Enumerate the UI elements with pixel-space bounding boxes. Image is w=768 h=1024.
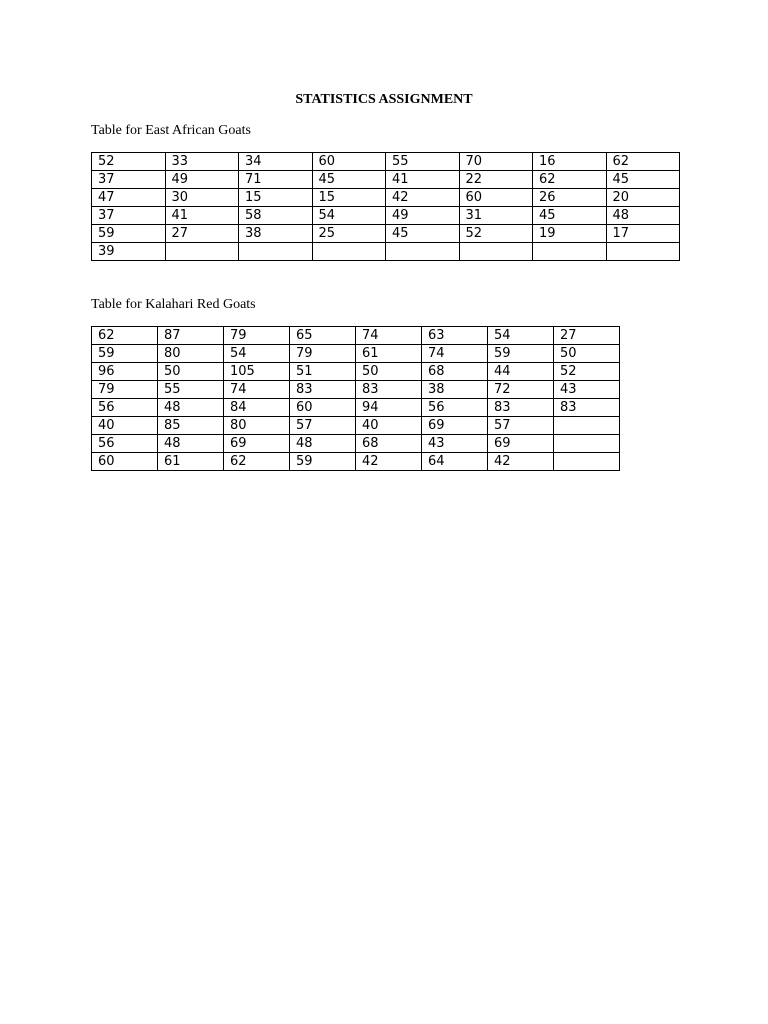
table-cell: 57 — [290, 417, 356, 435]
table-cell: 87 — [158, 327, 224, 345]
table-cell: 54 — [224, 345, 290, 363]
table-cell: 61 — [158, 453, 224, 471]
table-cell: 27 — [165, 225, 239, 243]
table-cell — [386, 243, 460, 261]
table-cell: 56 — [92, 399, 158, 417]
table-cell: 74 — [356, 327, 422, 345]
table-cell: 48 — [158, 399, 224, 417]
table-cell: 49 — [386, 207, 460, 225]
table-row — [92, 225, 680, 243]
table-cell: 15 — [312, 189, 386, 207]
table-cell: 37 — [92, 171, 166, 189]
table-row — [92, 453, 620, 471]
table-cell: 40 — [92, 417, 158, 435]
table-cell: 52 — [459, 225, 533, 243]
table-cell: 43 — [422, 435, 488, 453]
table-cell: 60 — [312, 153, 386, 171]
table-cell: 50 — [554, 345, 620, 363]
table-cell: 42 — [356, 453, 422, 471]
table-cell: 60 — [290, 399, 356, 417]
table-cell: 79 — [224, 327, 290, 345]
table-cell: 71 — [239, 171, 313, 189]
table-row — [92, 345, 620, 363]
table-cell: 62 — [606, 153, 680, 171]
table-cell: 72 — [488, 381, 554, 399]
table-cell: 68 — [356, 435, 422, 453]
table-cell: 79 — [290, 345, 356, 363]
table-caption-east-african: Table for East African Goats — [91, 123, 251, 138]
table-cell — [554, 417, 620, 435]
table-cell: 48 — [290, 435, 356, 453]
table-row — [92, 435, 620, 453]
table-cell: 20 — [606, 189, 680, 207]
table-cell: 55 — [386, 153, 460, 171]
table-row — [92, 189, 680, 207]
table-cell: 40 — [356, 417, 422, 435]
table-cell: 31 — [459, 207, 533, 225]
table-cell: 50 — [158, 363, 224, 381]
table-cell: 84 — [224, 399, 290, 417]
table-caption-kalahari-red: Table for Kalahari Red Goats — [91, 297, 256, 312]
table-cell — [606, 243, 680, 261]
table-cell: 85 — [158, 417, 224, 435]
table-row — [92, 207, 680, 225]
table-cell: 60 — [459, 189, 533, 207]
table-cell: 63 — [422, 327, 488, 345]
kalahari-red-goats-table — [91, 326, 620, 471]
table-cell: 83 — [554, 399, 620, 417]
table-row — [92, 243, 680, 261]
table-cell: 94 — [356, 399, 422, 417]
table-cell: 48 — [158, 435, 224, 453]
table-cell — [239, 243, 313, 261]
table-cell — [554, 453, 620, 471]
table-row — [92, 399, 620, 417]
table-cell — [533, 243, 607, 261]
table-cell: 16 — [533, 153, 607, 171]
table-cell: 52 — [92, 153, 166, 171]
table-cell: 60 — [92, 453, 158, 471]
table-cell: 43 — [554, 381, 620, 399]
table-cell: 38 — [239, 225, 313, 243]
table-cell: 15 — [239, 189, 313, 207]
table-cell: 83 — [356, 381, 422, 399]
table-cell: 80 — [158, 345, 224, 363]
table-cell: 59 — [488, 345, 554, 363]
table-cell: 55 — [158, 381, 224, 399]
table-cell: 42 — [488, 453, 554, 471]
table-cell: 70 — [459, 153, 533, 171]
table-cell: 69 — [224, 435, 290, 453]
table-cell: 49 — [165, 171, 239, 189]
table-cell: 45 — [606, 171, 680, 189]
table-cell: 61 — [356, 345, 422, 363]
table-cell: 41 — [386, 171, 460, 189]
table-cell: 59 — [92, 345, 158, 363]
table-cell: 69 — [422, 417, 488, 435]
table-cell: 22 — [459, 171, 533, 189]
table-cell: 74 — [422, 345, 488, 363]
table-cell: 59 — [92, 225, 166, 243]
table-cell: 52 — [554, 363, 620, 381]
table-row — [92, 417, 620, 435]
table-cell: 54 — [488, 327, 554, 345]
table-cell: 105 — [224, 363, 290, 381]
table-row — [92, 381, 620, 399]
table-cell: 62 — [92, 327, 158, 345]
table-cell: 45 — [386, 225, 460, 243]
table-cell: 17 — [606, 225, 680, 243]
table-row — [92, 363, 620, 381]
table-cell: 38 — [422, 381, 488, 399]
table-cell: 27 — [554, 327, 620, 345]
table-cell: 44 — [488, 363, 554, 381]
table-cell: 30 — [165, 189, 239, 207]
table-cell: 64 — [422, 453, 488, 471]
table-cell: 69 — [488, 435, 554, 453]
table-cell: 48 — [606, 207, 680, 225]
document-title: STATISTICS ASSIGNMENT — [295, 92, 473, 107]
table-cell: 33 — [165, 153, 239, 171]
table-cell: 45 — [312, 171, 386, 189]
table-cell — [165, 243, 239, 261]
table-cell — [312, 243, 386, 261]
table-cell: 41 — [165, 207, 239, 225]
table-cell: 57 — [488, 417, 554, 435]
table-cell: 56 — [422, 399, 488, 417]
table-row — [92, 171, 680, 189]
table-cell: 50 — [356, 363, 422, 381]
table-cell: 34 — [239, 153, 313, 171]
table-cell: 39 — [92, 243, 166, 261]
table-cell: 83 — [290, 381, 356, 399]
table-cell: 45 — [533, 207, 607, 225]
table-cell — [459, 243, 533, 261]
east-african-goats-table — [91, 152, 680, 261]
table-cell: 80 — [224, 417, 290, 435]
table-cell: 96 — [92, 363, 158, 381]
table-cell: 83 — [488, 399, 554, 417]
table-row — [92, 327, 620, 345]
table-cell: 79 — [92, 381, 158, 399]
table-cell: 58 — [239, 207, 313, 225]
table-row — [92, 153, 680, 171]
table-cell: 74 — [224, 381, 290, 399]
table-cell: 62 — [533, 171, 607, 189]
table-cell: 25 — [312, 225, 386, 243]
table-cell: 59 — [290, 453, 356, 471]
table-cell: 62 — [224, 453, 290, 471]
table-cell: 37 — [92, 207, 166, 225]
table-cell: 26 — [533, 189, 607, 207]
table-cell: 68 — [422, 363, 488, 381]
table-cell: 54 — [312, 207, 386, 225]
table-cell: 51 — [290, 363, 356, 381]
table-cell: 42 — [386, 189, 460, 207]
table-cell: 19 — [533, 225, 607, 243]
table-cell — [554, 435, 620, 453]
table-cell: 47 — [92, 189, 166, 207]
table-cell: 56 — [92, 435, 158, 453]
table-cell: 65 — [290, 327, 356, 345]
